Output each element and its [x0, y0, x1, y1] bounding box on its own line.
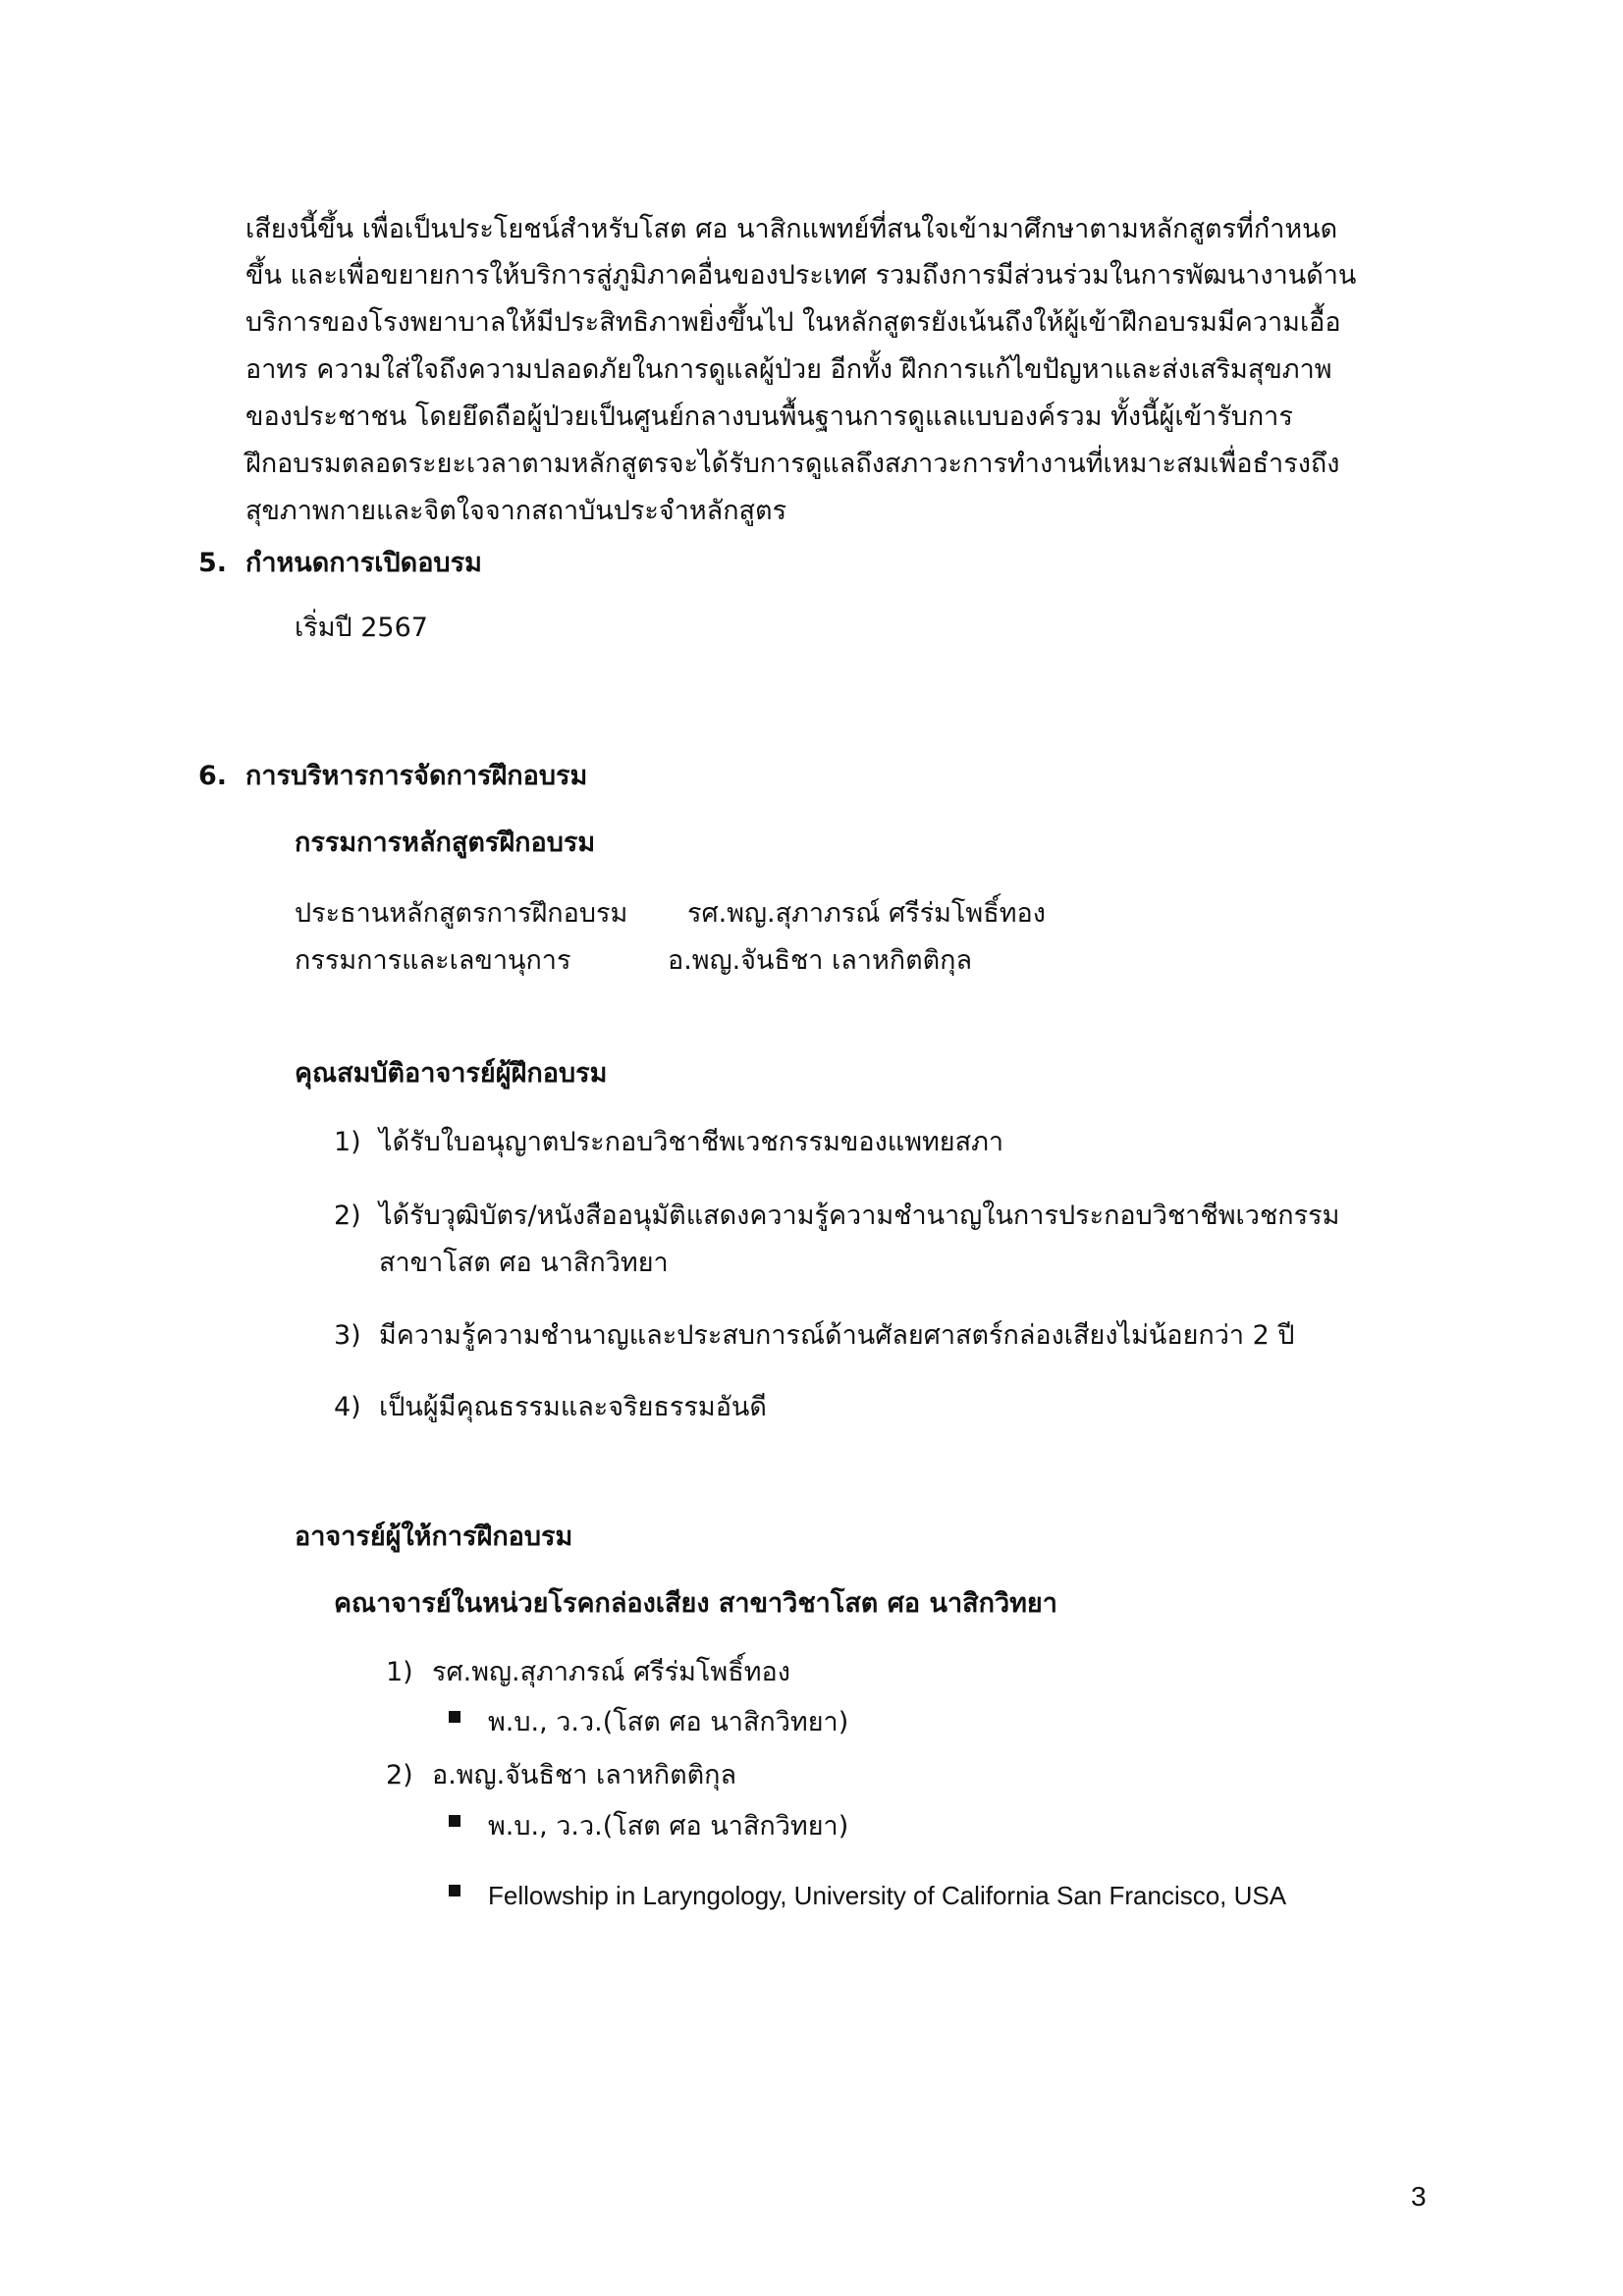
- committee-name: รศ.พญ.สุภาภรณ์ ศรีร่มโพธิ์ทอง: [687, 898, 1046, 929]
- list-number: 2): [334, 1201, 361, 1231]
- paragraph-line: ของประชาชน โดยยึดถือผู้ป่วยเป็นศูนย์กลางบนพื้นฐานการดูแลแบบองค์รวม ทั้งนี้ผู้เข้ารับการ: [245, 401, 1293, 432]
- paragraph-line: อาทร ความใส่ใจถึงความปลอดภัยในการดูแลผู้ป่วย อีกทั้ง ฝึกการแก้ไขปัญหาและส่งเสริมสุขภาพ: [245, 354, 1332, 385]
- page-number: 3: [1411, 2181, 1427, 2212]
- instructor-name: อ.พญ.จันธิชา เลาหกิตติกุล: [432, 1760, 737, 1790]
- list-number: 4): [334, 1392, 361, 1422]
- square-bullet-icon: [449, 1885, 460, 1896]
- paragraph-line: สุขภาพกายและจิตใจจากสถาบันประจำหลักสูตร: [245, 496, 787, 526]
- committee-name: อ.พญ.จันธิชา เลาหกิตติกุล: [668, 945, 973, 976]
- list-number: 2): [386, 1760, 413, 1790]
- section-content: เริ่มปี 2567: [295, 613, 428, 643]
- list-number: 1): [334, 1127, 361, 1157]
- instructor-name: รศ.พญ.สุภาภรณ์ ศรีร่มโพธิ์ทอง: [432, 1657, 790, 1687]
- qualifications-heading: คุณสมบัติอาจารย์ผู้ฝึกอบรม: [295, 1058, 608, 1089]
- paragraph-line: เสียงนี้ขึ้น เพื่อเป็นประโยชน์สำหรับโสต ศอ นาสิกแพทย์ที่สนใจเข้ามาศึกษาตามหลักสูตรที่กำหนด: [245, 214, 1338, 244]
- section-number: 5.: [198, 548, 228, 578]
- list-item: มีความรู้ความชำนาญและประสบการณ์ด้านศัลยศาสตร์กล่องเสียงไม่น้อยกว่า 2 ปี: [379, 1320, 1295, 1351]
- instructor-credential: พ.บ., ว.ว.(โสต ศอ นาสิกวิทยา): [488, 1707, 849, 1737]
- section-number: 6.: [198, 761, 228, 791]
- list-number: 1): [386, 1657, 413, 1687]
- instructor-credential: พ.บ., ว.ว.(โสต ศอ นาสิกวิทยา): [488, 1811, 849, 1842]
- list-item: เป็นผู้มีคุณธรรมและจริยธรรมอันดี: [379, 1392, 767, 1422]
- committee-role: ประธานหลักสูตรการฝึกอบรม: [295, 898, 628, 929]
- list-number: 3): [334, 1320, 361, 1351]
- committee-heading: กรรมการหลักสูตรฝึกอบรม: [295, 828, 596, 858]
- committee-role: กรรมการและเลขานุการ: [295, 945, 571, 976]
- section-title: การบริหารการจัดการฝึกอบรม: [245, 761, 588, 791]
- paragraph-line: บริการของโรงพยาบาลให้มีประสิทธิภาพยิ่งขึ้นไป ในหลักสูตรยังเน้นถึงให้ผู้เข้าฝึกอบรมมีความเอื้อ: [245, 307, 1341, 338]
- list-item-continuation: สาขาโสต ศอ นาสิกวิทยา: [379, 1248, 669, 1278]
- paragraph-line: ขึ้น และเพื่อขยายการให้บริการสู่ภูมิภาคอื่นของประเทศ รวมถึงการมีส่วนร่วมในการพัฒนางานด้าน: [245, 260, 1357, 291]
- paragraph-line: ฝึกอบรมตลอดระยะเวลาตามหลักสูตรจะได้รับการดูแลถึงสภาวะการทำงานที่เหมาะสมเพื่อธำรงถึง: [245, 449, 1340, 479]
- section-title: กำหนดการเปิดอบรม: [245, 548, 482, 578]
- instructor-credential: Fellowship in Laryngology, University of California San Francisco, USA: [488, 1881, 1287, 1910]
- list-item: ได้รับใบอนุญาตประกอบวิชาชีพเวชกรรมของแพทยสภา: [379, 1127, 1004, 1157]
- square-bullet-icon: [449, 1711, 460, 1723]
- list-item: ได้รับวุฒิบัตร/หนังสืออนุมัติแสดงความรู้ความชำนาญในการประกอบวิชาชีพเวชกรรม: [379, 1201, 1340, 1231]
- square-bullet-icon: [449, 1815, 460, 1827]
- faculty-heading: คณาจารย์ในหน่วยโรคกล่องเสียง สาขาวิชาโสต ศอ นาสิกวิทยา: [334, 1588, 1057, 1619]
- instructors-heading: อาจารย์ผู้ให้การฝึกอบรม: [295, 1522, 573, 1552]
